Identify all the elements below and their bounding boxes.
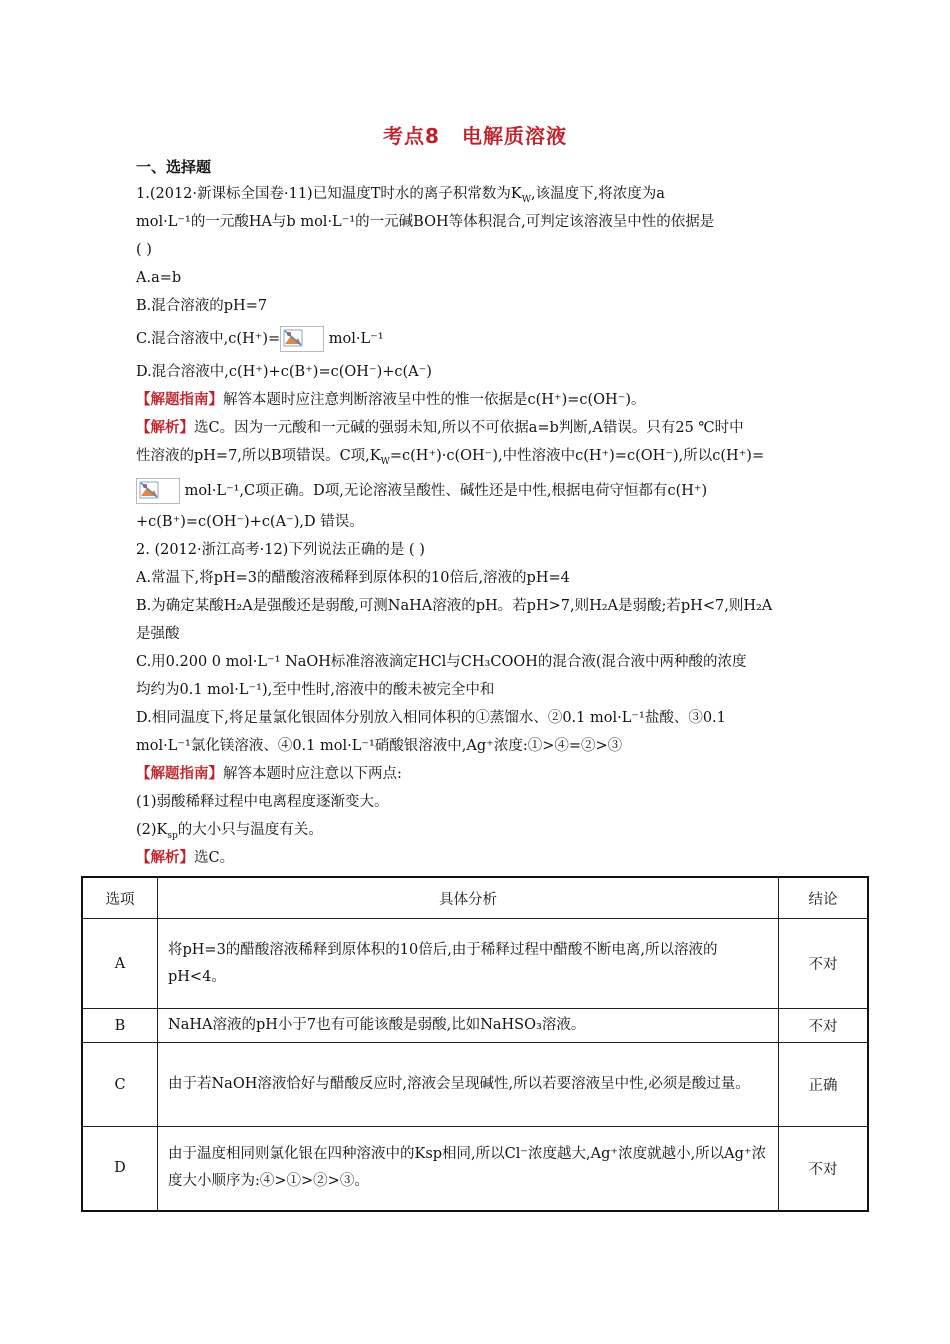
table-cell-analysis: 由于若NaOH溶液恰好与醋酸反应时,溶液会呈现碱性,所以若要溶液呈中性,必须是酸过量。 bbox=[158, 1043, 779, 1127]
q1-analysis-line3 bbox=[136, 478, 816, 504]
table-cell-verdict: 不对 bbox=[779, 1009, 869, 1043]
q1-option-a: A.a=b bbox=[136, 270, 182, 286]
table-cell-verdict: 正确 bbox=[779, 1043, 869, 1127]
table-cell-analysis: 将pH=3的醋酸溶液稀释到原体积的10倍后,由于稀释过程中醋酸不断电离,所以溶液的pH<4。 bbox=[158, 919, 779, 1009]
q1-guide bbox=[136, 390, 816, 410]
q1-stem-line1 bbox=[136, 184, 816, 210]
q1-analysis-line2 bbox=[136, 446, 816, 472]
table-cell-option: C bbox=[82, 1043, 158, 1127]
table-cell-analysis: NaHA溶液的pH小于7也有可能该酸是弱酸,比如NaHSO₃溶液。 bbox=[158, 1009, 779, 1043]
q1-analysis-line4: +c(B⁺)=c(OH⁻)+c(A⁻),D 错误。 bbox=[136, 514, 364, 530]
q2-guide-point2 bbox=[136, 820, 816, 846]
q1-analysis-text2: 性溶液的pH=7,所以B项错误。C项,K bbox=[136, 448, 381, 464]
table-header-analysis: 具体分析 bbox=[158, 877, 779, 919]
q2-option-b-line1: B.为确定某酸H₂A是强酸还是弱酸,可测NaHA溶液的pH。若pH>7,则H₂A是弱酸;若pH<7,则H₂A bbox=[136, 598, 773, 614]
q1-analysis-kw-sub: W bbox=[380, 456, 390, 467]
q2-option-a: A.常温下,将pH=3的醋酸溶液稀释到原体积的10倍后,溶液的pH=4 bbox=[136, 570, 570, 586]
q1-analysis-line1 bbox=[136, 418, 816, 438]
q2-guide-tag: 【解题指南】 bbox=[136, 766, 223, 782]
q1-option-d: D.混合溶液中,c(H⁺)+c(B⁺)=c(OH⁻)+c(A⁻) bbox=[136, 364, 432, 380]
table-header-row bbox=[82, 877, 868, 919]
q1-option-b: B.混合溶液的pH=7 bbox=[136, 298, 268, 314]
q1-stem-line2: mol·L⁻¹的一元酸HA与b mol·L⁻¹的一元碱BOH等体积混合,可判定该溶液呈中性的依据是 bbox=[136, 214, 715, 230]
q2-option-d-line1: D.相同温度下,将足量氯化银固体分别放入相同体积的①蒸馏水、②0.1 mol·L⁻¹盐酸、③0.1 bbox=[136, 710, 726, 726]
q1-stem-end: ,该温度下,将浓度为a bbox=[531, 186, 665, 202]
table-row bbox=[82, 919, 868, 1009]
table-cell-verdict: 不对 bbox=[779, 1127, 869, 1211]
q2-ksp-sub: sp bbox=[167, 830, 178, 841]
q2-option-d-line2: mol·L⁻¹氯化镁溶液、④0.1 mol·L⁻¹硝酸银溶液中,Ag⁺浓度:①>④=②>③ bbox=[136, 738, 623, 754]
q1-stem-text: 1.(2012·新课标全国卷·11)已知温度T时水的离子积常数为K bbox=[136, 186, 522, 202]
q2-analysis-tag: 【解析】 bbox=[136, 850, 194, 866]
table-header-verdict: 结论 bbox=[779, 877, 869, 919]
table-header-option: 选项 bbox=[82, 877, 158, 919]
q2-guide-point1: (1)弱酸稀释过程中电离程度逐渐变大。 bbox=[136, 794, 389, 810]
q1-analysis-text1: 选C。因为一元酸和一元碱的强弱未知,所以不可依据a=b判断,A错误。只有25 ℃时中 bbox=[194, 420, 744, 436]
q2-guide-point2-text: (2)K bbox=[136, 822, 168, 838]
q1-analysis-text3: mol·L⁻¹,C项正确。D项,无论溶液呈酸性、碱性还是中性,根据电荷守恒都有c(H⁺) bbox=[184, 483, 708, 499]
q1-analysis-tag: 【解析】 bbox=[136, 420, 194, 436]
q1-guide-tag: 【解题指南】 bbox=[136, 392, 223, 408]
table-row bbox=[82, 1127, 868, 1211]
q2-guide-point2-end: 的大小只与温度有关。 bbox=[177, 822, 323, 838]
q2-option-b-line2: 是强酸 bbox=[136, 626, 180, 642]
q1-option-c-text: C.混合溶液中,c(H⁺)= bbox=[136, 331, 281, 347]
page-title bbox=[0, 120, 950, 149]
analysis-table bbox=[81, 876, 869, 1212]
q1-analysis-text2-end: =c(H⁺)·c(OH⁻),中性溶液中c(H⁺)=c(OH⁻),所以c(H⁺)= bbox=[389, 448, 765, 464]
section-label: 一、选择题 bbox=[136, 158, 212, 176]
table-cell-option: B bbox=[82, 1009, 158, 1043]
formula-image-icon bbox=[136, 478, 180, 504]
table-cell-verdict: 不对 bbox=[779, 919, 869, 1009]
title-prefix: 考点8 bbox=[383, 124, 440, 148]
q2-guide bbox=[136, 764, 816, 784]
table-cell-option: D bbox=[82, 1127, 158, 1211]
q2-analysis-text: 选C。 bbox=[194, 850, 235, 866]
q2-analysis bbox=[136, 848, 816, 868]
table-cell-option: A bbox=[82, 919, 158, 1009]
q2-option-c-line1: C.用0.200 0 mol·L⁻¹ NaOH标准溶液滴定HCl与CH₃COOH的混合液(混合液中两种酸的浓度 bbox=[136, 654, 747, 670]
table-row bbox=[82, 1009, 868, 1043]
q1-guide-text: 解答本题时应注意判断溶液呈中性的惟一依据是c(H⁺)=c(OH⁻)。 bbox=[223, 392, 646, 408]
q1-kw-sub: W bbox=[521, 194, 531, 205]
table-cell-analysis: 由于温度相同则氯化银在四种溶液中的Ksp相同,所以Cl⁻浓度越大,Ag⁺浓度就越小,所以Ag⁺浓度大小顺序为:④>①>②>③。 bbox=[158, 1127, 779, 1211]
formula-image-icon bbox=[280, 326, 324, 352]
q2-guide-text: 解答本题时应注意以下两点: bbox=[223, 766, 402, 782]
table-row bbox=[82, 1043, 868, 1127]
q1-option-c-unit: mol·L⁻¹ bbox=[328, 331, 384, 347]
title-main: 电解质溶液 bbox=[461, 124, 567, 148]
q1-option-c bbox=[136, 326, 816, 352]
q2-option-c-line2: 均约为0.1 mol·L⁻¹),至中性时,溶液中的酸未被完全中和 bbox=[136, 682, 495, 698]
q1-stem-line3: ( ) bbox=[136, 242, 152, 258]
q2-stem: 2. (2012·浙江高考·12)下列说法正确的是 ( ) bbox=[136, 542, 425, 558]
